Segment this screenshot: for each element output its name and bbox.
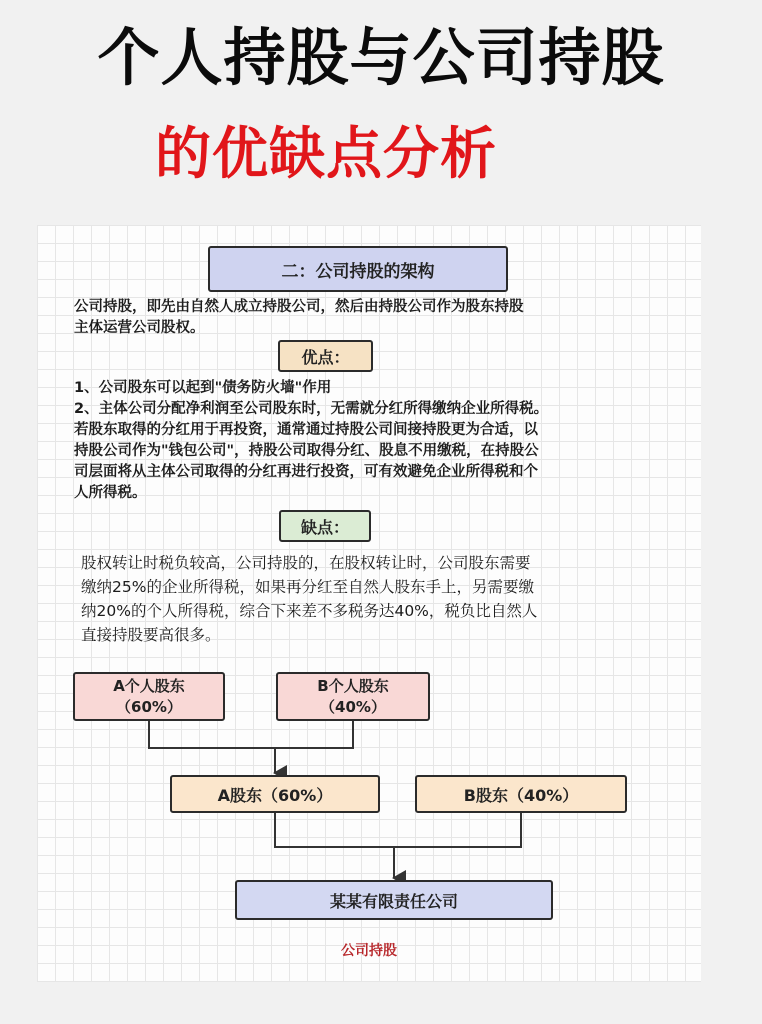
diagram-card	[37, 225, 701, 982]
holder-a-box: A股东（60%）	[170, 775, 380, 813]
pros-label: 优点：	[278, 340, 373, 372]
flow-connectors	[37, 225, 701, 982]
person-a-pct: （60%）	[116, 697, 182, 716]
main-title: 个人持股与公司持股	[97, 21, 665, 94]
sub-title: 的优缺点分析	[155, 122, 497, 187]
person-b-pct: （40%）	[320, 697, 386, 716]
connector-holders	[275, 813, 521, 847]
person-a-name: A个人股东	[113, 676, 185, 695]
section-title: 二：公司持股的架构	[208, 246, 508, 292]
cons-text: 股权转让时税负较高，公司持股的，在股权转让时，公司股东需要 缴纳25%的企业所得税，如果再分红至自然人股东手上，另需要缴 纳20%的个人所得税，综合下来差不多税务达40%，税负比自然人 直接持股要高很多。	[81, 554, 538, 644]
company-box: 某某有限责任公司	[235, 880, 553, 920]
intro-text: 公司持股，即先由自然人成立持股公司，然后由持股公司作为股东持股 主体运营公司股权。	[74, 299, 524, 336]
person-b-box	[276, 672, 430, 721]
person-a-box	[73, 672, 225, 721]
diagram-caption: 公司持股	[341, 943, 397, 959]
holder-b-box: B股东（40%）	[415, 775, 627, 813]
pros-text: 1、公司股东可以起到"债务防火墙"作用 2、主体公司分配净利润至公司股东时，无需就分红所得缴纳企业所得税。 若股东取得的分红用于再投资，通常通过持股公司间接持股更为合适，以 持股公司作为"钱包公司"，持股公司取得分红、股息不用缴税，在持股公 司层面将从主体公司取得的分红再进行投资，可有效避免企业所得税和个 人所得税。	[74, 380, 549, 501]
connector-persons	[149, 721, 353, 748]
cons-label: 缺点：	[279, 510, 371, 542]
person-b-name: B个人股东	[317, 676, 389, 695]
